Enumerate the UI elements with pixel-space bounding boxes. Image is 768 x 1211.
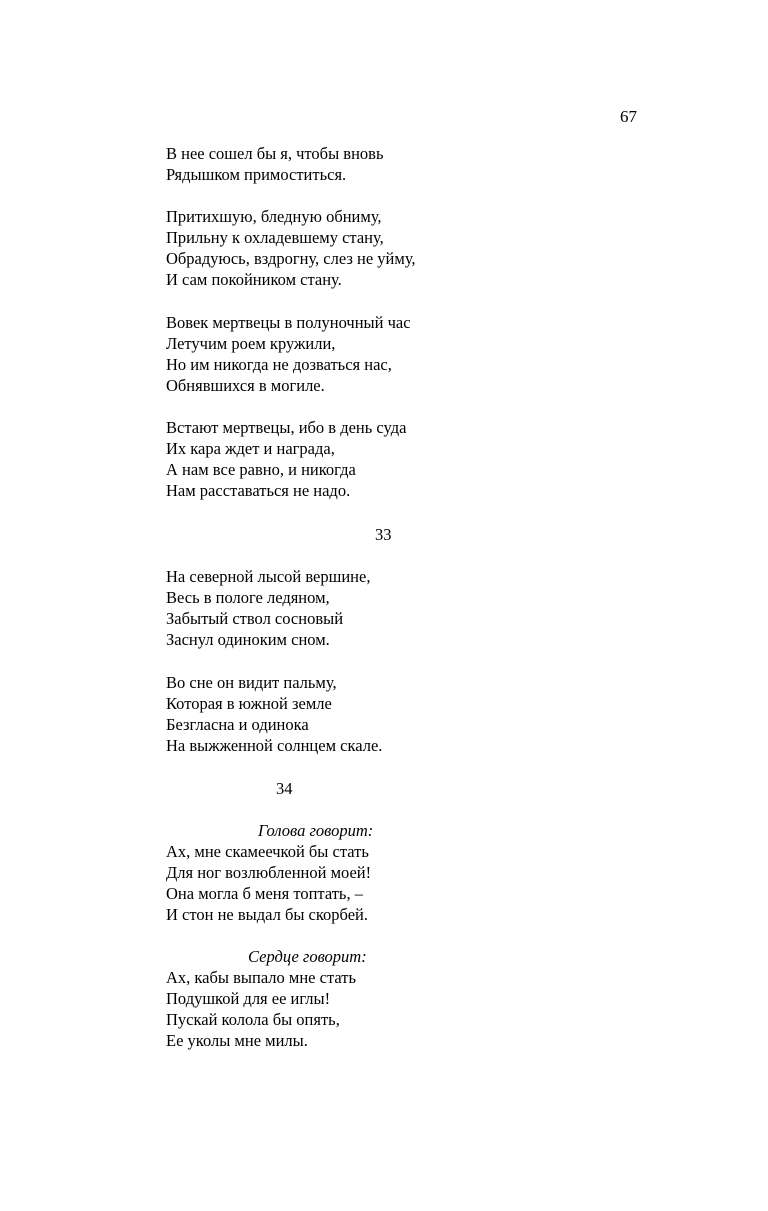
- poem-line: На выжженной солнцем скале.: [166, 736, 383, 755]
- poem-line: В нее сошел бы я, чтобы вновь: [166, 144, 384, 163]
- poem-line: Обрадуюсь, вздрогну, слез не уйму,: [166, 249, 416, 268]
- poem-line: Но им никогда не дозваться нас,: [166, 355, 392, 374]
- poem-line: Для ног возлюбленной моей!: [166, 863, 372, 882]
- stanza-3: [166, 312, 411, 396]
- poem-line: И сам покойником стану.: [166, 270, 342, 289]
- poem-number: 34: [276, 779, 293, 798]
- poem-line: На северной лысой вершине,: [166, 567, 371, 586]
- poem-line: Летучим роем кружили,: [166, 334, 336, 353]
- poem-line: Рядышком примоститься.: [166, 165, 347, 184]
- poem-line: Притихшую, бледную обниму,: [166, 207, 382, 226]
- poem-line: Их кара ждет и награда,: [166, 439, 335, 458]
- stanza-2: [166, 206, 416, 290]
- poem-line: Обнявшихся в могиле.: [166, 376, 325, 395]
- stanza-1: [166, 143, 383, 185]
- poem-line: Ее уколы мне милы.: [166, 1031, 308, 1050]
- poem-line: Во сне он видит пальму,: [166, 673, 337, 692]
- poem-line: Подушкой для ее иглы!: [166, 989, 331, 1008]
- poem-line: Ах, мне скамеечкой бы стать: [166, 842, 369, 861]
- poem-line: Заснул одиноким сном.: [166, 630, 330, 649]
- stanza-4: [166, 417, 406, 501]
- page-number: 67: [620, 107, 637, 126]
- poem-line: Ах, кабы выпало мне стать: [166, 968, 356, 987]
- poem-line: Безгласна и одинока: [166, 715, 309, 734]
- poem-34-stanza-1: [166, 820, 373, 925]
- poem-line: Она могла б меня топтать, –: [166, 884, 363, 903]
- poem-line: А нам все равно, и никогда: [166, 460, 356, 479]
- poem-34-stanza-2: [166, 946, 367, 1051]
- poem-line: Весь в пологе ледяном,: [166, 588, 330, 607]
- poem-line: Которая в южной земле: [166, 694, 332, 713]
- poem-line: Забытый ствол сосновый: [166, 609, 344, 628]
- poem-33-stanza-2: [166, 672, 382, 756]
- poem-line: Вовек мертвецы в полуночный час: [166, 313, 411, 332]
- speaker-label: Сердце говорит:: [248, 947, 367, 966]
- poem-line: Пускай колола бы опять,: [166, 1010, 340, 1029]
- poem-33-stanza-1: [166, 566, 370, 650]
- poem-line: Прильну к охладевшему стану,: [166, 228, 384, 247]
- poem-line: Нам расставаться не надо.: [166, 481, 351, 500]
- poem-line: Встают мертвецы, ибо в день суда: [166, 418, 407, 437]
- poem-line: И стон не выдал бы скорбей.: [166, 905, 369, 924]
- speaker-label: Голова говорит:: [258, 821, 374, 840]
- poem-number: 33: [375, 525, 392, 544]
